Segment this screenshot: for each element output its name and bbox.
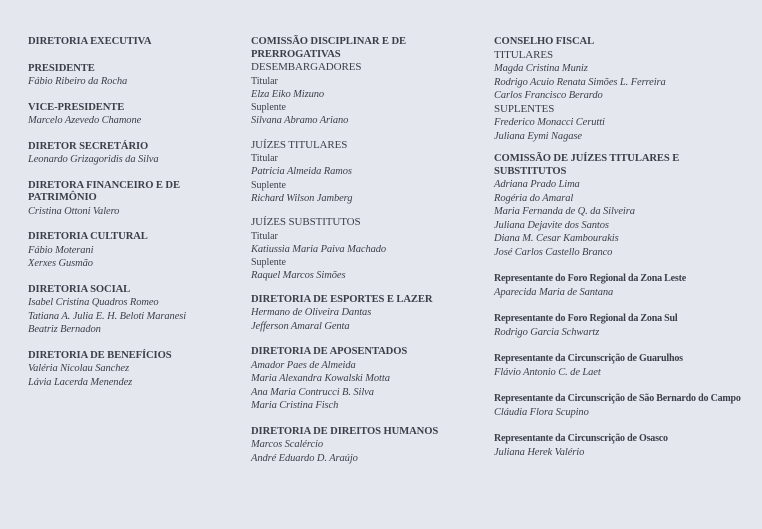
role-label: Suplente [251,179,286,191]
role-label: Titular [251,230,278,242]
section-heading: COMISSÃO DISCIPLINAR E DE PRERROGATIVAS [251,36,406,60]
section-diretoria-cultural [28,231,238,271]
subsection-label: SUPLENTES [494,102,555,115]
section-diretoria-social [28,284,238,337]
member-name: Carlos Francisco Berardo [494,90,603,101]
member-name: Leonardo Grizagoridis da Silva [28,154,159,165]
member-name: Marcelo Azevedo Chamone [28,115,142,126]
member-name: Beatriz Bernadon [28,324,101,335]
member-name: Adriana Prado Lima [494,179,580,190]
member-name: José Carlos Castello Branco [494,246,613,258]
section-representante-zona-leste [494,273,756,299]
member-name: Katiussia Maria Paiva Machado [251,243,387,255]
section-representante-sao-bernardo [494,393,756,419]
section-heading: Representante da Circunscrição de Osasco [494,433,668,444]
member-name: Amador Paes de Almeida [251,359,356,371]
member-name: Hermano de Oliveira Dantas [251,307,372,318]
section-representante-zona-sul [494,313,756,339]
section-heading: DIRETORIA CULTURAL [28,231,148,242]
section-vice-presidente [28,102,238,128]
column-diretoria [28,36,238,402]
column-conselho [494,36,756,473]
member-name: Lávia Lacerda Menendez [28,376,133,388]
member-name: Ana Maria Contrucci B. Silva [251,386,374,398]
member-name: Rogéria do Amaral [494,192,574,204]
member-name: Juliana Eymi Nagase [494,130,582,142]
member-name: Patricia Almeida Ramos [251,166,352,177]
section-diretor-secretario [28,141,238,167]
section-diretoria-beneficios [28,350,238,390]
member-name: André Eduardo D. Araújo [251,452,358,464]
member-name: Fábio Moterani [28,244,94,256]
section-heading: DIRETORIA DE DIREITOS HUMANOS [251,425,439,437]
subsection-label: JUÍZES TITULARES [251,138,348,151]
member-name: Cristina Ottoni Valero [28,205,120,217]
section-diretoria-aposentados [251,346,476,413]
section-heading: Representante da Circunscrição de São Bernardo do Campo [494,393,741,404]
member-name: Elza Eiko Mizuno [251,88,325,100]
section-heading: COMISSÃO DE JUÍZES TITULARES E SUBSTITUTOS [494,153,680,177]
member-name: Jefferson Amaral Genta [251,320,350,332]
section-heading: DIRETORIA DE APOSENTADOS [251,346,408,357]
member-name: Maria Cristina Fisch [251,400,339,411]
section-presidente [28,63,238,89]
section-diretoria-esportes [251,294,476,334]
section-representante-guarulhos [494,353,756,379]
member-name: Tatiana A. Julia E. H. Beloti Maranesi [28,310,187,322]
member-name: Juliana Herek Valério [494,446,585,458]
role-label: Suplente [251,102,286,113]
subsection-label: JUÍZES SUBSTITUTOS [251,216,361,228]
section-heading: CONSELHO FISCAL [494,36,595,47]
member-name: Richard Wilson Jamberg [251,192,353,204]
member-name: Fábio Ribeiro da Rocha [28,76,128,87]
role-label: Titular [251,153,278,164]
member-name: Xerxes Gusmão [28,258,93,269]
member-name: Valéria Nicolau Sanchez [28,363,129,374]
column-comissoes [251,36,476,478]
role-label: Suplente [251,257,286,268]
section-conselho-fiscal [494,36,756,143]
section-diretoria-direitos-humanos [251,426,476,466]
section-diretoria-executiva [28,36,238,49]
member-name: Rodrigo Acuio Renata Simões L. Ferreira [494,76,666,88]
member-name: Isabel Cristina Quadros Romeo [28,297,159,308]
section-heading: Representante do Foro Regional da Zona Sul [494,313,678,324]
member-name: Maria Fernanda de Q. da Silveira [494,206,635,217]
section-heading: Representante do Foro Regional da Zona Leste [494,273,686,284]
member-name: Magda Cristina Muniz [494,63,588,74]
section-comissao-disciplinar [251,36,476,283]
member-name: Aparecida Maria de Santana [494,286,614,298]
subsection-label: DESEMBARGADORES [251,61,362,73]
section-heading: DIRETORIA DE BENEFÍCIOS [28,349,172,361]
section-heading: DIRETORIA DE ESPORTES E LAZER [251,293,433,305]
section-heading: VICE-PRESIDENTE [28,101,125,113]
subsection-label: TITULARES [494,48,553,61]
member-name: Cláudia Flora Scupino [494,406,589,418]
section-heading: DIRETORA FINANCEIRO E DE PATRIMÔNIO [28,179,180,203]
section-heading: DIRETORIA SOCIAL [28,283,131,295]
member-name: Diana M. Cesar Kambourakis [494,233,619,244]
section-comissao-juizes [494,153,756,259]
member-name: Silvana Abramo Ariano [251,115,349,126]
member-name: Marcos Scalércio [251,439,323,450]
member-name: Raquel Marcos Simões [251,270,346,281]
member-name: Maria Alexandra Kowalski Motta [251,373,390,384]
section-diretora-financeiro [28,180,238,219]
role-label: Titular [251,75,278,87]
section-representante-osasco [494,433,756,459]
member-name: Frederico Monacci Cerutti [494,117,605,128]
member-name: Rodrigo Garcia Schwartz [494,326,600,338]
member-name: Juliana Dejavite dos Santos [494,219,609,231]
member-name: Flávio Antonio C. de Laet [494,366,601,378]
section-heading: DIRETORIA EXECUTIVA [28,36,152,47]
section-heading: Representante da Circunscrição de Guarulhos [494,353,683,364]
section-heading: DIRETOR SECRETÁRIO [28,140,149,152]
section-heading: PRESIDENTE [28,62,95,74]
